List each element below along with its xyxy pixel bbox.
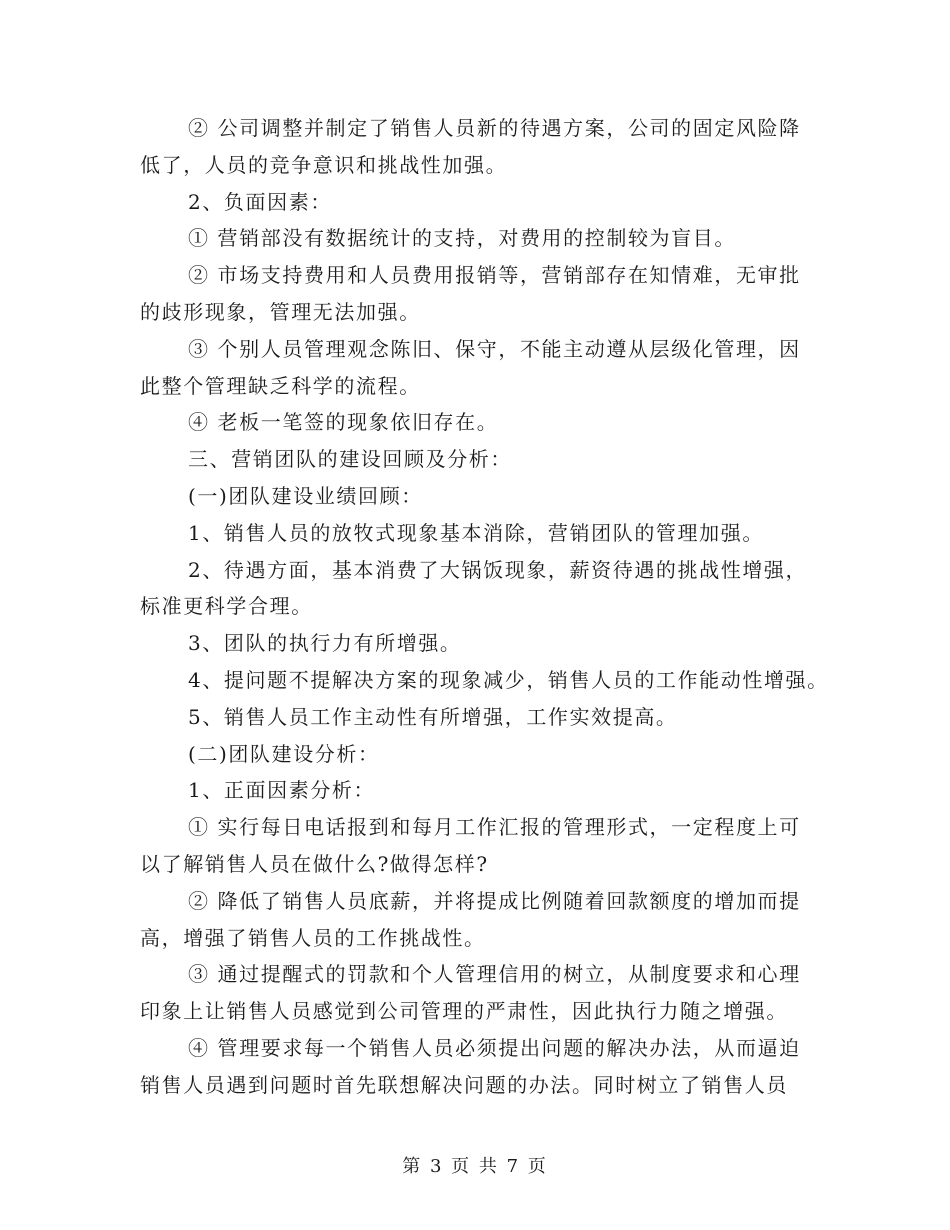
paragraph-line: ③ 通过提醒式的罚款和个人管理信用的树立，从制度要求和心理 xyxy=(188,962,801,987)
paragraph-line: 以了解销售人员在做什么?做得怎样? xyxy=(140,851,489,876)
paragraph-line: 三、营销团队的建设回顾及分析： xyxy=(188,447,512,472)
paragraph-line: ④ 管理要求每一个销售人员必须提出问题的解决办法，从而逼迫 xyxy=(188,1035,801,1060)
paragraph-line: ④ 老板一笔签的现象依旧存在。 xyxy=(188,410,499,435)
document-body xyxy=(140,110,829,1104)
paragraph-line: 销售人员遇到问题时首先联想解决问题的办法。同时树立了销售人员 xyxy=(140,1072,788,1097)
paragraph-line: ③ 个别人员管理观念陈旧、保守，不能主动遵从层级化管理，因 xyxy=(188,336,801,361)
paragraph-line: 2、待遇方面，基本消费了大锅饭现象，薪资待遇的挑战性增强， xyxy=(188,557,808,582)
paragraph-line: ② 降低了销售人员底薪，并将提成比例随着回款额度的增加而提 xyxy=(188,888,801,913)
paragraph-line: ② 市场支持费用和人员费用报销等，营销部存在知情难，无审批 xyxy=(188,263,801,288)
paragraph-line: 此整个管理缺乏科学的流程。 xyxy=(140,373,421,398)
paragraph-line: 3、团队的执行力有所增强。 xyxy=(188,631,462,656)
paragraph-line: ② 公司调整并制定了销售人员新的待遇方案，公司的固定风险降 xyxy=(188,116,801,140)
paragraph-line: 低了，人员的竞争意识和挑战性加强。 xyxy=(140,152,508,177)
page-footer: 第 3 页 共 7 页 xyxy=(402,1156,548,1177)
paragraph-line: 2、负面因素： xyxy=(188,189,332,214)
paragraph-line: (二)团队建设分析： xyxy=(188,741,380,766)
paragraph-line: 高，增强了销售人员的工作挑战性。 xyxy=(140,925,486,950)
paragraph-line: (一)团队建设业绩回顾： xyxy=(188,483,423,508)
paragraph-line: ① 营销部没有数据统计的支持，对费用的控制较为盲目。 xyxy=(188,226,736,251)
paragraph-line: ① 实行每日电话报到和每月工作汇报的管理形式，一定程度上可 xyxy=(188,815,801,840)
paragraph-line: 标准更科学合理。 xyxy=(140,594,313,619)
paragraph-line: 印象上让销售人员感觉到公司管理的严肃性，因此执行力随之增强。 xyxy=(140,999,788,1024)
paragraph-line: 1、销售人员的放牧式现象基本消除，营销团队的管理加强。 xyxy=(188,520,764,545)
paragraph-line: 5、销售人员工作主动性有所增强，工作实效提高。 xyxy=(188,704,678,729)
paragraph-line: 的歧形现象，管理无法加强。 xyxy=(140,299,421,324)
paragraph-line: 4、提问题不提解决方案的现象减少，销售人员的工作能动性增强。 xyxy=(188,667,829,692)
paragraph-line: 1、正面因素分析： xyxy=(188,778,376,803)
